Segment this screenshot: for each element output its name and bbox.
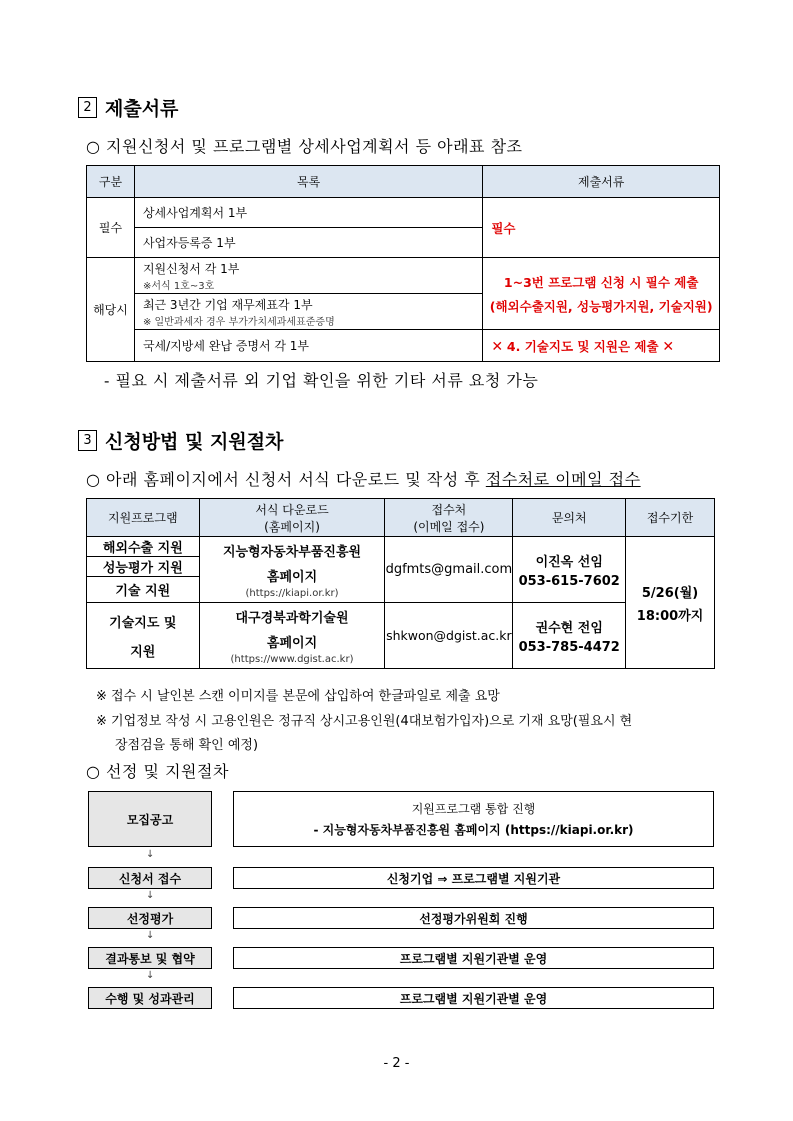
download-cell bbox=[199, 603, 385, 669]
section-2-title bbox=[78, 94, 178, 121]
down-arrow-icon: ↓ bbox=[146, 930, 155, 941]
program-cell: 해외수출 지원 bbox=[87, 537, 200, 557]
section-number-box: 2 bbox=[78, 97, 97, 118]
list-item-text: 최근 3년간 기업 재무제표각 1부 bbox=[142, 297, 313, 312]
list-item-note: ※ 일반과세자 경우 부가가치세과세표준증명 bbox=[142, 316, 335, 328]
flow-step-detail: 프로그램별 지원기관별 운영 bbox=[233, 947, 714, 969]
down-arrow-icon: ↓ bbox=[146, 890, 155, 901]
flow-detail-line: - 지능형자동차부품진흥원 홈페이지 (https://kiapi.or.kr) bbox=[313, 823, 634, 837]
org-name: 대구경북과학기술원 bbox=[235, 610, 349, 626]
flow-step-detail: 신청기업 ⇒ 프로그램별 지원기관 bbox=[233, 867, 714, 889]
org-home: 홈페이지 bbox=[266, 569, 318, 585]
email-cell: dgfmts@gmail.com bbox=[385, 537, 513, 603]
application-table bbox=[86, 498, 715, 669]
table-header: 구분 bbox=[87, 166, 135, 198]
program-cell bbox=[87, 603, 200, 669]
down-arrow-icon: ↓ bbox=[146, 970, 155, 981]
contact-phone: 053-785-4472 bbox=[518, 639, 620, 655]
program-cell: 성능평가 지원 bbox=[87, 557, 200, 577]
contact-cell bbox=[513, 603, 626, 669]
category-applicable: 해당시 bbox=[87, 258, 135, 362]
cross-icon: ✕ bbox=[491, 338, 504, 355]
bullet-emphasis: 접수처로 이메일 접수 bbox=[485, 470, 641, 489]
section-title-text: 제출서류 bbox=[105, 98, 179, 120]
bullet-text: ○ 아래 홈페이지에서 신청서 서식 다운로드 및 작성 후 bbox=[86, 470, 486, 489]
org-name: 지능형자동차부품진흥원 bbox=[222, 544, 362, 560]
programs-required-text: 1~3번 프로그램 신청 시 필수 제출 bbox=[503, 274, 699, 290]
section-3-note: ※ 기업정보 작성 시 고용인원은 정규직 상시고용인원(4대보험가입자)으로 기재 요망(필요시 현 bbox=[96, 714, 633, 729]
exclude-doc-text: 4. 기술지도 및 지원은 제출 bbox=[506, 338, 659, 354]
required-doc-text: 필수 bbox=[483, 198, 720, 258]
download-cell bbox=[199, 537, 385, 603]
table-header bbox=[385, 499, 513, 537]
page-number: - 2 - bbox=[383, 1056, 410, 1071]
cross-icon: ✕ bbox=[662, 338, 675, 355]
contact-cell bbox=[513, 537, 626, 603]
flow-step-application: 신청서 접수 bbox=[88, 867, 212, 889]
flow-step-agreement: 결과통보 및 협약 bbox=[88, 947, 212, 969]
section-number-box: 3 bbox=[78, 430, 97, 451]
header-line: (이메일 접수) bbox=[413, 519, 485, 534]
program-cell: 기술 지원 bbox=[87, 577, 200, 603]
table-header: 지원프로그램 bbox=[87, 499, 200, 537]
exclude-doc-cell bbox=[483, 330, 720, 362]
contact-name: 권수현 전임 bbox=[535, 620, 603, 636]
list-item-note: ※서식 1호~3호 bbox=[142, 280, 215, 292]
program-line: 지원 bbox=[130, 644, 156, 660]
contact-phone: 053-615-7602 bbox=[518, 573, 620, 589]
documents-table bbox=[86, 165, 720, 362]
section-2-note: - 필요 시 제출서류 외 기업 확인을 위한 기타 서류 요청 가능 bbox=[104, 371, 539, 390]
deadline-date: 5/26(월) bbox=[641, 585, 699, 601]
flow-step-detail: 프로그램별 지원기관별 운영 bbox=[233, 987, 714, 1009]
table-header: 제출서류 bbox=[483, 166, 720, 198]
flow-detail-line: 지원프로그램 통합 진행 bbox=[411, 802, 536, 816]
flow-step-performance: 수행 및 성과관리 bbox=[88, 987, 212, 1009]
deadline-cell bbox=[626, 537, 715, 669]
table-header bbox=[199, 499, 385, 537]
section-title-text: 신청방법 및 지원절차 bbox=[105, 431, 284, 453]
list-item: 사업자등록증 1부 bbox=[134, 228, 482, 258]
org-url: (https://www.dgist.ac.kr) bbox=[230, 653, 354, 665]
contact-name: 이진옥 선임 bbox=[535, 554, 603, 570]
program-line: 기술지도 및 bbox=[109, 615, 177, 631]
table-header: 접수기한 bbox=[626, 499, 715, 537]
email-cell: shkwon@dgist.ac.kr bbox=[385, 603, 513, 669]
org-url: (https://kiapi.or.kr) bbox=[245, 587, 339, 599]
flow-step-detail bbox=[233, 791, 714, 847]
applicable-doc-cell bbox=[483, 258, 720, 330]
list-item: 국세/지방세 완납 증명서 각 1부 bbox=[134, 330, 482, 362]
header-line: (홈페이지) bbox=[264, 519, 320, 534]
section-2-bullet: ○ 지원신청서 및 프로그램별 상세사업계획서 등 아래표 참조 bbox=[86, 137, 523, 156]
flow-step-detail: 선정평가위원회 진행 bbox=[233, 907, 714, 929]
header-line: 서식 다운로드 bbox=[255, 502, 329, 517]
programs-list-text: (해외수출지원, 성능평가지원, 기술지원) bbox=[489, 298, 713, 314]
list-item-text: 지원신청서 각 1부 bbox=[142, 261, 240, 276]
section-3-bullet-2: ○ 선정 및 지원절차 bbox=[86, 762, 229, 781]
deadline-time: 18:00까지 bbox=[636, 608, 704, 624]
section-3-bullet bbox=[86, 467, 641, 490]
flow-step-announcement: 모집공고 bbox=[88, 791, 212, 847]
flow-step-evaluation: 선정평가 bbox=[88, 907, 212, 929]
table-header: 목록 bbox=[134, 166, 482, 198]
list-item bbox=[134, 294, 482, 330]
section-3-note-cont: 장점검을 통해 확인 예정) bbox=[115, 738, 259, 753]
category-required: 필수 bbox=[87, 198, 135, 258]
section-3-title bbox=[78, 427, 283, 454]
org-home: 홈페이지 bbox=[266, 635, 318, 651]
section-3-note: ※ 접수 시 날인본 스캔 이미지를 본문에 삽입하여 한글파일로 제출 요망 bbox=[96, 689, 500, 704]
table-header: 문의처 bbox=[513, 499, 626, 537]
list-item: 상세사업계획서 1부 bbox=[134, 198, 482, 228]
header-line: 접수처 bbox=[431, 502, 467, 517]
down-arrow-icon: ↓ bbox=[146, 849, 155, 860]
list-item bbox=[134, 258, 482, 294]
